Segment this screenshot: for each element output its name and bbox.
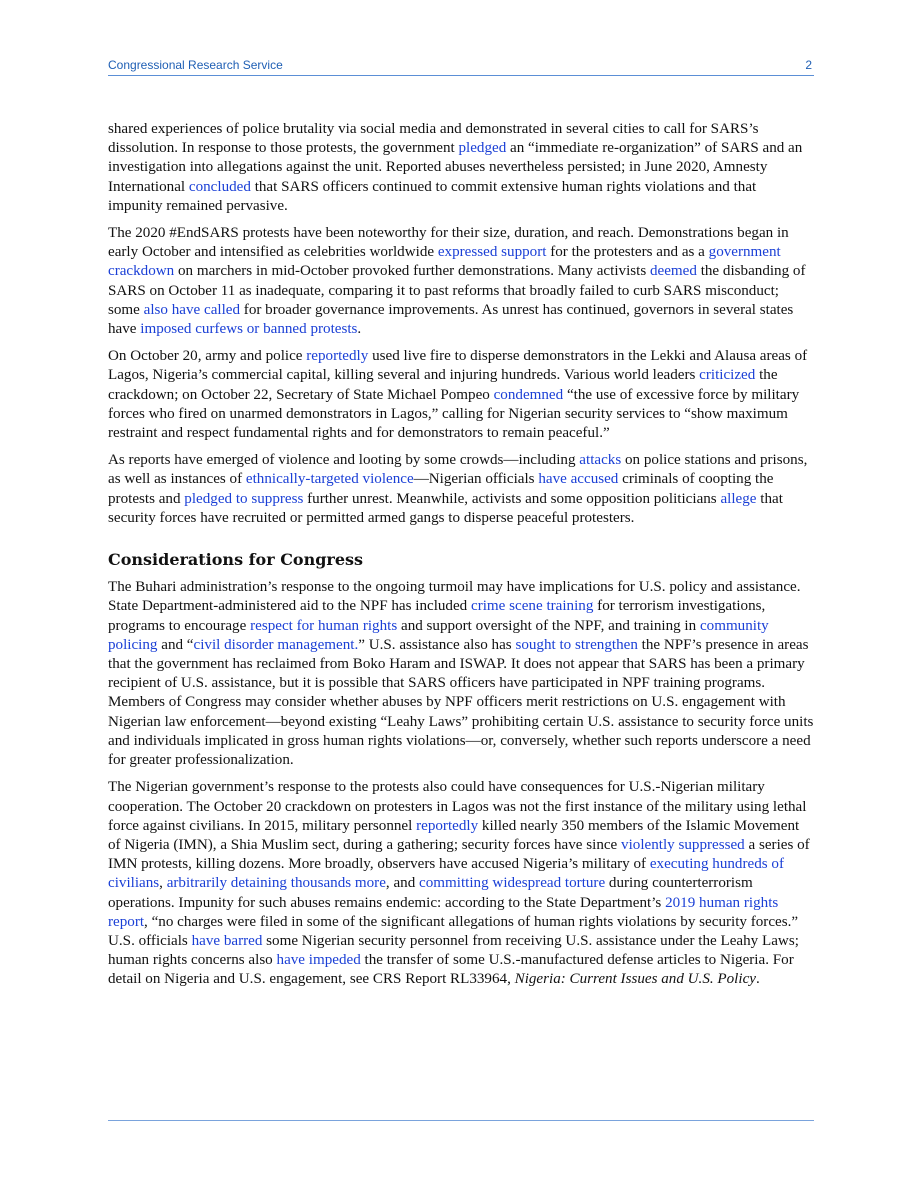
link-have-impeded[interactable]: have impeded <box>276 952 361 969</box>
link-also-have-called[interactable]: also have called <box>143 301 241 318</box>
link-allege[interactable]: allege <box>720 490 757 507</box>
link-have-barred[interactable]: have barred <box>191 932 263 949</box>
link-reportedly[interactable]: reportedly <box>306 348 369 365</box>
report-title: Nigeria: Current Issues and U.S. Policy <box>514 971 756 988</box>
link-civil-disorder-management[interactable]: civil disorder management. <box>193 636 359 653</box>
link-violently-suppressed[interactable]: violently suppressed <box>621 836 745 853</box>
link-arbitrarily-detaining[interactable]: arbitrarily detaining thousands more <box>166 875 386 892</box>
paragraph-6: The Nigerian government’s response to the protests also could have consequences for U.S.-Nigerian military cooperation. The October 20 crackdown on protesters in Lagos was not the first instance of the military using lethal force against civilians. In 2015, military personnel reportedly killed nearly 350 members of the Islamic Movement of Nigeria (IMN), a Shia Muslim sect, during a gathering; security forces have since violently suppressed a series of IMN protests, killing dozens. More broadly, observers have accused Nigeria’s military of executing hundreds of civilians, arbitrarily detaining thousands more, and committing widespread torture during counterterrorism operations. Impunity for such abuses remains endemic: according to the State Department’s 2019 human rights report, “no charges were filed in some of the significant allegations of human rights violations by security forces.” U.S. officials have barred some Nigerian security personnel from receiving U.S. assistance under the Leahy Laws; human rights concerns also have impeded the transfer of some U.S.-manufactured defense articles to Nigeria. For detail on Nigeria and U.S. engagement, see CRS Report RL33964, Nigeria: Current Issues and U.S. Policy. <box>108 779 810 988</box>
link-2019-human-rights-report[interactable]: 2019 human rights report <box>108 894 779 930</box>
link-executing-hundreds[interactable]: executing hundreds of civilians <box>108 856 784 892</box>
link-community-policing[interactable]: community policing <box>108 617 769 653</box>
link-deemed[interactable]: deemed <box>649 263 697 280</box>
link-condemned[interactable]: condemned <box>493 386 564 403</box>
link-pledged-to-suppress[interactable]: pledged to suppress <box>184 490 304 507</box>
link-concluded[interactable]: concluded <box>188 178 251 195</box>
link-expressed-support[interactable]: expressed support <box>437 244 547 261</box>
paragraph-4: As reports have emerged of violence and looting by some crowds—including attacks on police stations and prisons, as well as instances of ethnically-targeted violence—Nigerian officials have accused criminals of coopting the protests and pledged to suppress further unrest. Meanwhile, activists and some opposition politicians allege that security forces have recruited or permitted armed gangs to disperse peaceful protesters. <box>108 452 808 526</box>
link-sought-to-strengthen[interactable]: sought to strengthen <box>515 636 638 653</box>
link-respect-for-human-rights[interactable]: respect for human rights <box>250 617 398 634</box>
page-number: 2 <box>805 58 812 72</box>
link-criticized[interactable]: criticized <box>699 367 756 384</box>
link-ethnically-targeted-violence[interactable]: ethnically-targeted violence <box>245 471 414 488</box>
paragraph-3: On October 20, army and police reportedly used live fire to disperse demonstrators in the Lekki and Alausa areas of Lagos, Nigeria’s commercial capital, killing several and injuring hundreds. Various world leaders criticized the crackdown; on October 22, Secretary of State Michael Pompeo condemned “the use of excessive force by military forces who fired on unarmed demonstrators in Lagos,” calling for Nigerian security services to “show maximum restraint and respect fundamental rights and for demonstrators to remain peaceful.” <box>108 348 808 442</box>
link-government-crackdown[interactable]: government crackdown <box>108 244 781 280</box>
page-header <box>108 57 814 76</box>
link-committing-torture[interactable]: committing widespread torture <box>419 875 606 892</box>
paragraph-2: The 2020 #EndSARS protests have been noteworthy for their size, duration, and reach. Demonstrations began in early October and intensified as celebrities worldwide expressed support for the protesters and as a government crackdown on marchers in mid-October provoked further demonstrations. Many activists deemed the disbanding of SARS on October 11 as inadequate, comparing it to past reforms that broadly failed to curb SARS misconduct; some also have called for broader governance improvements. As unrest has continued, governors in several states have imposed curfews or banned protests. <box>108 225 806 338</box>
paragraph-5: The Buhari administration’s response to the ongoing turmoil may have implications for U.S. policy and assistance. State Department-administered aid to the NPF has included crime scene training for terrorism investigations, programs to encourage respect for human rights and support oversight of the NPF, and training in community policing and “civil disorder management.” U.S. assistance also has sought to strengthen the NPF’s presence in areas that the government has reclaimed from Boko Haram and ISWAP. It does not appear that SARS has been a primary recipient of U.S. assistance, but it is possible that SARS officers have participated in NPF training programs. Members of Congress may consider whether abuses by NPF officers merit restrictions on U.S. engagement with Nigerian law enforcement—beyond existing “Leahy Laws” prohibiting certain U.S. assistance to security force units and individuals implicated in gross human rights violations—or, conversely, whether such reports underscore a need for greater professionalization. <box>108 579 814 769</box>
header-publisher: Congressional Research Service <box>108 58 283 72</box>
section-heading: Considerations for Congress <box>108 550 364 570</box>
paragraph-1: shared experiences of police brutality via social media and demonstrated in several cities to call for SARS’s dissolution. In response to those protests, the government pledged an “immediate re-organization” of SARS and an investigation into allegations against the unit. Reported abuses nevertheless persisted; in June 2020, Amnesty International concluded that SARS officers continued to commit extensive human rights violations and that impunity remained pervasive. <box>108 121 803 214</box>
link-have-accused[interactable]: have accused <box>538 471 619 488</box>
link-pledged[interactable]: pledged <box>458 140 507 157</box>
document-body <box>108 120 814 998</box>
footer-divider <box>108 1120 814 1121</box>
link-imposed-curfews[interactable]: imposed curfews or banned protests <box>140 321 358 338</box>
link-crime-scene-training[interactable]: crime scene training <box>471 598 594 615</box>
link-reportedly-2015[interactable]: reportedly <box>416 817 479 834</box>
link-attacks[interactable]: attacks <box>579 452 622 469</box>
